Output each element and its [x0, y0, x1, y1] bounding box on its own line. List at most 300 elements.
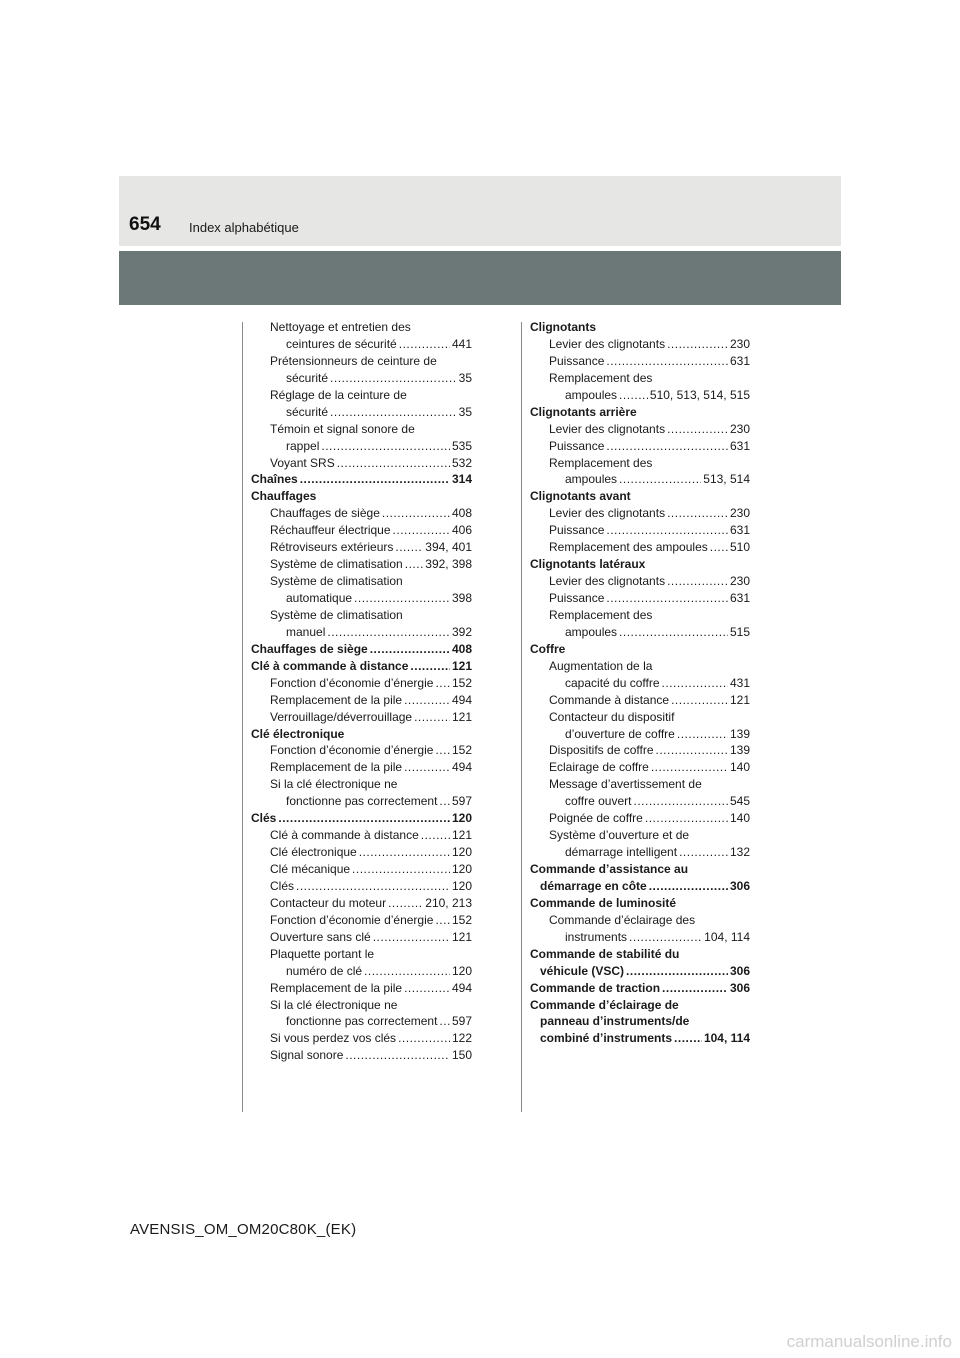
index-term: Système de climatisation — [270, 607, 403, 622]
index-term: Chauffages de siège — [251, 641, 368, 656]
page-reference: 150 — [451, 1048, 472, 1063]
page-reference: 441 — [451, 336, 472, 351]
index-term: Clé électronique — [270, 845, 357, 860]
index-term: Clignotants — [530, 320, 596, 334]
index-term: coffre ouvert — [565, 794, 632, 809]
index-entry — [251, 861, 472, 878]
header-band — [119, 176, 841, 246]
dot-leader — [435, 912, 450, 929]
index-entry — [251, 319, 472, 336]
dot-leader — [404, 692, 450, 709]
index-heading — [530, 319, 750, 336]
index-entry — [530, 505, 750, 522]
index-entry — [251, 929, 472, 946]
index-heading — [530, 963, 750, 980]
index-entry — [251, 912, 472, 929]
index-entry — [530, 522, 750, 539]
index-entry — [530, 912, 750, 929]
index-term: Fonction d’économie d’énergie — [270, 675, 434, 690]
index-term: Levier des clignotants — [549, 421, 666, 436]
index-entry — [251, 353, 472, 370]
page-reference: 535 — [451, 438, 472, 453]
index-term: Clignotants latéraux — [530, 557, 646, 572]
index-entry — [251, 421, 472, 438]
index-term: Levier des clignotants — [549, 336, 666, 351]
index-term: Prétensionneurs de ceinture de — [270, 353, 437, 368]
index-entry — [251, 963, 472, 980]
index-entry — [251, 742, 472, 759]
dot-leader — [606, 522, 728, 539]
index-entry — [530, 387, 750, 404]
page-reference: 140 — [729, 811, 750, 826]
dot-leader — [633, 793, 727, 810]
index-term: numéro de clé — [286, 963, 363, 978]
page-reference: 494 — [451, 692, 472, 707]
index-column-right — [530, 319, 750, 1047]
index-entry — [530, 370, 750, 387]
index-term: instruments — [565, 929, 628, 944]
page-reference: 152 — [451, 675, 472, 690]
dot-leader — [435, 675, 450, 692]
page-number: 654 — [129, 214, 161, 235]
page-reference: 120 — [451, 845, 472, 860]
page-reference: 121 — [729, 692, 750, 707]
index-term: Augmentation de la — [549, 658, 653, 673]
index-term: Commande à distance — [549, 692, 670, 707]
page-reference: 532 — [451, 455, 472, 470]
index-term: Dispositifs de coffre — [549, 743, 654, 758]
index-term: Remplacement de la pile — [270, 980, 403, 995]
page-reference: 120 — [451, 811, 472, 826]
index-term: Signal sonore — [270, 1048, 344, 1063]
dot-leader — [327, 624, 450, 641]
index-column-left — [251, 319, 472, 1064]
dot-leader — [405, 556, 424, 573]
index-term: fonctionne pas correctement — [286, 794, 438, 809]
index-entry — [530, 353, 750, 370]
index-term: Réchauffeur électrique — [270, 523, 391, 538]
index-entry — [251, 827, 472, 844]
index-term: Fonction d’économie d’énergie — [270, 743, 434, 758]
index-entry — [530, 573, 750, 590]
index-term: Levier des clignotants — [549, 574, 666, 589]
dot-leader — [671, 692, 728, 709]
page-reference: 306 — [729, 963, 750, 978]
dot-leader — [667, 573, 728, 590]
index-term: panneau d’instruments/de — [540, 1014, 690, 1029]
dot-leader — [410, 658, 450, 675]
page-reference: 631 — [729, 353, 750, 368]
page-reference: 306 — [729, 878, 750, 893]
page-reference: 406 — [451, 523, 472, 538]
index-term: Commande d’éclairage des — [549, 912, 696, 927]
index-term: Puissance — [549, 353, 605, 368]
index-entry — [530, 827, 750, 844]
dot-leader — [321, 438, 450, 455]
page-reference: 510, 513, 514, 515 — [649, 387, 750, 402]
dot-leader — [626, 963, 728, 980]
index-term: Verrouillage/déverrouillage — [270, 709, 413, 724]
index-term: Remplacement des — [549, 370, 653, 385]
index-term: sécurité — [286, 404, 329, 419]
dot-leader — [606, 590, 728, 607]
page-reference: 230 — [729, 506, 750, 521]
index-heading — [251, 488, 472, 505]
dot-leader — [649, 878, 728, 895]
index-term: Si vous perdez vos clés — [270, 1031, 397, 1046]
index-term: ceintures de sécurité — [286, 336, 397, 351]
page-reference: 306 — [729, 980, 750, 995]
dot-leader — [296, 878, 450, 895]
index-term: Coffre — [530, 641, 566, 656]
index-heading — [530, 997, 750, 1014]
index-term: Système de climatisation — [270, 574, 403, 589]
index-entry — [530, 438, 750, 455]
dot-leader — [606, 438, 728, 455]
index-heading — [251, 658, 472, 675]
dot-leader — [439, 793, 450, 810]
index-entry — [251, 1013, 472, 1030]
index-term: Commande de luminosité — [530, 895, 677, 910]
index-term: Voyant SRS — [270, 455, 335, 470]
index-entry — [251, 505, 472, 522]
index-heading — [530, 946, 750, 963]
index-term: capacité du coffre — [565, 675, 660, 690]
page-reference: 121 — [451, 658, 472, 673]
index-entry — [251, 709, 472, 726]
dot-leader — [364, 963, 450, 980]
index-heading — [530, 488, 750, 505]
page-reference: 139 — [729, 743, 750, 758]
dot-leader — [399, 336, 450, 353]
index-term: Chauffages de siège — [270, 506, 380, 521]
dot-leader — [674, 1030, 702, 1047]
index-term: Remplacement de la pile — [270, 760, 403, 775]
page-reference: 494 — [451, 980, 472, 995]
dot-leader — [345, 1047, 450, 1064]
dot-leader — [373, 929, 450, 946]
index-heading — [530, 1013, 750, 1030]
index-term: ampoules — [565, 387, 618, 402]
index-term: Puissance — [549, 523, 605, 538]
index-term: véhicule (VSC) — [540, 963, 625, 978]
index-term: Puissance — [549, 438, 605, 453]
page-reference: 35 — [458, 370, 472, 385]
index-entry — [251, 624, 472, 641]
left-column-rule — [242, 322, 243, 1112]
page-reference: 408 — [451, 506, 472, 521]
index-entry — [530, 471, 750, 488]
dot-leader — [662, 980, 728, 997]
index-term: Remplacement de la pile — [270, 692, 403, 707]
index-term: Remplacement des ampoules — [549, 540, 708, 555]
page-reference: 314 — [451, 472, 472, 487]
dot-leader — [337, 455, 450, 472]
right-column-rule — [521, 322, 522, 1112]
index-term: Système d’ouverture et de — [549, 828, 690, 843]
page-reference: 431 — [729, 675, 750, 690]
dot-leader — [619, 624, 728, 641]
index-entry — [530, 624, 750, 641]
dot-leader — [645, 810, 728, 827]
page-reference: 121 — [451, 929, 472, 944]
index-term: Eclairage de coffre — [549, 760, 649, 775]
index-heading — [530, 980, 750, 997]
index-heading — [530, 404, 750, 421]
page-reference: 510 — [729, 540, 750, 555]
index-entry — [251, 793, 472, 810]
index-entry — [530, 607, 750, 624]
index-entry — [530, 658, 750, 675]
dot-leader — [421, 827, 450, 844]
dot-leader — [388, 895, 423, 912]
index-term: Clé à commande à distance — [251, 658, 409, 673]
page-reference: 122 — [451, 1031, 472, 1046]
page-reference: 152 — [451, 912, 472, 927]
dot-leader — [435, 742, 450, 759]
index-entry — [251, 387, 472, 404]
index-term: Levier des clignotants — [549, 506, 666, 521]
page-reference: 121 — [451, 828, 472, 843]
index-term: Système de climatisation — [270, 557, 403, 572]
index-entry — [251, 607, 472, 624]
index-term: démarrage intelligent — [565, 845, 678, 860]
page-reference: 398 — [451, 591, 472, 605]
dot-leader — [330, 370, 457, 387]
index-heading — [251, 726, 472, 743]
index-term: Clés — [251, 811, 277, 826]
index-entry — [251, 404, 472, 421]
index-term: Remplacement des — [549, 455, 653, 470]
index-term: Si la clé électronique ne — [270, 777, 398, 792]
page-reference: 210, 213 — [425, 895, 472, 910]
index-term: Puissance — [549, 591, 605, 605]
index-heading — [530, 878, 750, 895]
index-entry — [530, 726, 750, 743]
index-term: ampoules — [565, 624, 618, 639]
index-term: d’ouverture de coffre — [565, 726, 675, 741]
index-term: sécurité — [286, 370, 329, 385]
page-reference: 392, 398 — [425, 557, 472, 572]
dot-leader — [278, 810, 450, 827]
dot-leader — [404, 759, 450, 776]
page-reference: 394, 401 — [425, 540, 472, 555]
index-entry — [251, 946, 472, 963]
index-entry — [251, 438, 472, 455]
index-entry — [530, 810, 750, 827]
index-entry — [251, 759, 472, 776]
index-entry — [251, 370, 472, 387]
page-reference: 597 — [451, 1014, 472, 1029]
index-term: ampoules — [565, 472, 618, 487]
page-reference: 120 — [451, 963, 472, 978]
index-entry — [251, 539, 472, 556]
dot-leader — [382, 505, 450, 522]
index-entry — [251, 997, 472, 1014]
index-entry — [530, 421, 750, 438]
index-entry — [530, 844, 750, 861]
index-term: Contacteur du moteur — [270, 895, 387, 910]
index-entry — [251, 522, 472, 539]
page-reference: 515 — [729, 624, 750, 639]
index-entry — [251, 1030, 472, 1047]
dot-leader — [395, 539, 423, 556]
dot-leader — [414, 709, 450, 726]
index-term: Chauffages — [251, 489, 317, 504]
index-term: Ouverture sans clé — [270, 929, 371, 944]
dot-leader — [667, 505, 728, 522]
page-reference: 230 — [729, 574, 750, 589]
page-reference: 104, 114 — [704, 929, 750, 944]
dot-leader — [677, 726, 728, 743]
dot-leader — [398, 1030, 450, 1047]
index-term: Commande de traction — [530, 980, 661, 995]
page-reference: 494 — [451, 760, 472, 775]
index-entry — [530, 675, 750, 692]
dot-leader — [370, 641, 450, 658]
index-entry — [530, 759, 750, 776]
index-entry — [251, 590, 472, 607]
index-term: Clé électronique — [251, 726, 345, 741]
page-reference: 631 — [729, 438, 750, 453]
page-reference: 230 — [729, 336, 750, 351]
dot-leader — [606, 353, 728, 370]
index-heading — [530, 1030, 750, 1047]
page-reference: 35 — [458, 404, 472, 419]
index-entry — [251, 776, 472, 793]
index-entry — [530, 793, 750, 810]
dot-leader — [662, 675, 728, 692]
index-term: Commande de stabilité du — [530, 946, 680, 961]
page-reference: 120 — [451, 862, 472, 876]
index-term: manuel — [286, 624, 326, 639]
index-entry — [251, 675, 472, 692]
dot-leader — [629, 929, 702, 946]
index-entry — [251, 878, 472, 895]
index-term: rappel — [286, 438, 320, 453]
page-reference: 513, 514 — [703, 472, 750, 487]
index-entry — [251, 692, 472, 709]
index-term: combiné d’instruments — [540, 1031, 673, 1046]
index-term: Clés — [270, 878, 295, 893]
page-reference: 139 — [729, 726, 750, 741]
index-term: Témoin et signal sonore de — [270, 421, 415, 436]
index-heading — [530, 641, 750, 658]
index-entry — [251, 844, 472, 861]
dot-leader — [656, 742, 728, 759]
index-term: Réglage de la ceinture de — [270, 387, 407, 402]
index-entry — [530, 455, 750, 472]
dot-leader — [667, 336, 728, 353]
index-entry — [530, 776, 750, 793]
index-entry — [251, 573, 472, 590]
page-reference: 392 — [451, 624, 472, 639]
index-term: automatique — [286, 591, 353, 605]
index-entry — [530, 336, 750, 353]
index-entry — [530, 929, 750, 946]
page-reference: 120 — [451, 878, 472, 893]
dot-leader — [393, 522, 450, 539]
page-reference: 132 — [729, 845, 750, 860]
page-reference: 545 — [729, 794, 750, 809]
page-reference: 631 — [729, 591, 750, 605]
page-reference: 104, 114 — [703, 1031, 750, 1046]
index-term: Contacteur du dispositif — [549, 709, 675, 724]
index-term: Remplacement des — [549, 607, 653, 622]
section-banner — [119, 251, 841, 305]
index-heading — [251, 471, 472, 488]
index-term: Commande d’assistance au — [530, 862, 689, 876]
index-entry — [251, 1047, 472, 1064]
index-heading — [530, 861, 750, 878]
index-heading — [530, 556, 750, 573]
dot-leader — [359, 844, 450, 861]
index-term: Message d’avertissement de — [549, 777, 702, 792]
index-entry — [530, 590, 750, 607]
dot-leader — [300, 471, 450, 488]
index-term: Commande d’éclairage de — [530, 997, 679, 1012]
index-term: Poignée de coffre — [549, 811, 643, 826]
index-entry — [530, 742, 750, 759]
page-reference: 140 — [729, 760, 750, 775]
index-term: Chaînes — [251, 472, 298, 487]
section-title: Index alphabétique — [189, 220, 299, 235]
index-term: fonctionne pas correctement — [286, 1014, 438, 1029]
index-entry — [251, 336, 472, 353]
index-heading — [251, 810, 472, 827]
page-reference: 408 — [451, 641, 472, 656]
index-term: Fonction d’économie d’énergie — [270, 912, 434, 927]
index-heading — [251, 641, 472, 658]
dot-leader — [619, 471, 701, 488]
index-term: Rétroviseurs extérieurs — [270, 540, 394, 555]
watermark: carmanualsonline.info — [786, 1332, 952, 1351]
dot-leader — [354, 590, 450, 607]
index-heading — [530, 895, 750, 912]
index-term: Plaquette portant le — [270, 946, 375, 961]
index-entry — [251, 895, 472, 912]
index-term: Clé mécanique — [270, 862, 351, 876]
index-entry — [251, 455, 472, 472]
dot-leader — [439, 1013, 450, 1030]
dot-leader — [667, 421, 728, 438]
index-entry — [530, 692, 750, 709]
index-term: Clé à commande à distance — [270, 828, 419, 843]
index-term: Si la clé électronique ne — [270, 997, 398, 1012]
dot-leader — [619, 387, 648, 404]
dot-leader — [352, 861, 450, 878]
page-reference: 230 — [729, 421, 750, 436]
page-reference: 631 — [729, 523, 750, 538]
dot-leader — [710, 539, 728, 556]
index-entry — [530, 539, 750, 556]
index-term: Clignotants avant — [530, 489, 631, 504]
index-entry — [251, 556, 472, 573]
dot-leader — [404, 980, 450, 997]
index-term: démarrage en côte — [540, 878, 647, 893]
dot-leader — [330, 404, 457, 421]
page-reference: 152 — [451, 743, 472, 758]
dot-leader — [679, 844, 728, 861]
page-reference: 597 — [451, 794, 472, 809]
dot-leader — [651, 759, 728, 776]
index-entry — [251, 980, 472, 997]
index-term: Clignotants arrière — [530, 404, 637, 419]
index-entry — [530, 709, 750, 726]
page-reference: 121 — [451, 709, 472, 724]
index-term: Nettoyage et entretien des — [270, 320, 411, 334]
document-code: AVENSIS_OM_OM20C80K_(EK) — [130, 1221, 357, 1238]
